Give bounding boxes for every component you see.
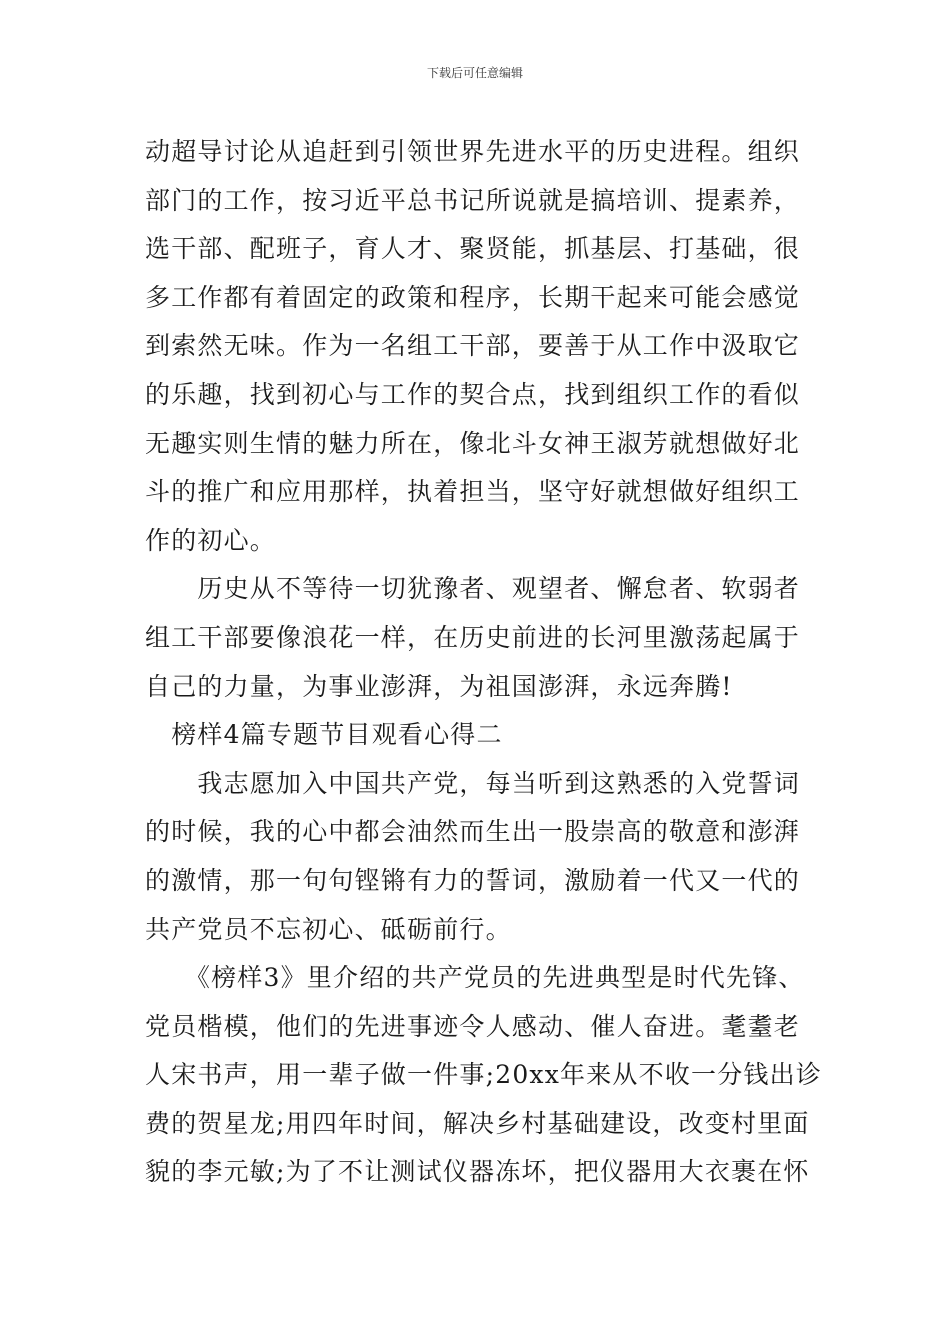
text-line: 费的贺星龙;用四年时间，解决乡村基础建设，改变村里面 (145, 1108, 810, 1138)
text-line: 无趣实则生情的魅力所在，像北斗女神王淑芳就想做好北 (145, 428, 801, 458)
text-line: 的乐趣，找到初心与工作的契合点，找到组织工作的看似 (145, 379, 801, 409)
page-header: 下载后可任意编辑 (426, 66, 523, 80)
text-line: 自己的力量，为事业澎湃，为祖国澎湃，永远奔腾! (145, 671, 733, 701)
text-line: 《榜样3》里介绍的共产党员的先进典型是时代先锋、 (145, 963, 805, 993)
text-line: 我志愿加入中国共产党，每当听到这熟悉的入党誓词 (145, 768, 801, 798)
text-line: 人宋书声，用一辈子做一件事;20xx年来从不收一分钱出诊 (145, 1060, 823, 1090)
text-line: 斗的推广和应用那样，执着担当，坚守好就想做好组织工 (145, 477, 801, 507)
text-line: 貌的李元敏;为了不让测试仪器冻坏，把仪器用大衣裹在怀 (145, 1157, 810, 1187)
text-line: 组工干部要像浪花一样，在历史前进的长河里激荡起属于 (145, 622, 801, 652)
text-line: 历史从不等待一切犹豫者、观望者、懈怠者、软弱者 (145, 574, 801, 604)
text-line: 的时候，我的心中都会油然而生出一股崇高的敬意和澎湃 (145, 817, 801, 847)
text-line: 作的初心。 (145, 525, 277, 555)
text-line: 共产党员不忘初心、砥砺前行。 (145, 914, 512, 944)
text-line: 多工作都有着固定的政策和程序，长期干起来可能会感觉 (145, 282, 801, 312)
text-line: 的激情，那一句句铿锵有力的誓词，激励着一代又一代的 (145, 865, 801, 895)
text-line: 动超导讨论从追赶到引领世界先进水平的历史进程。组织 (145, 137, 801, 166)
text-line: 党员楷模，他们的先进事迹令人感动、催人奋进。耄耋老 (145, 1011, 801, 1041)
text-line: 选干部、配班子，育人才、聚贤能，抓基层、打基础，很 (145, 234, 801, 264)
text-line: 部门的工作，按习近平总书记所说就是搞培训、提素养， (145, 185, 801, 215)
section-heading: 榜样4篇专题节目观看心得二 (145, 720, 503, 750)
body-text (145, 128, 823, 1197)
text-line: 到索然无味。作为一名组工干部，要善于从工作中汲取它 (145, 331, 801, 361)
